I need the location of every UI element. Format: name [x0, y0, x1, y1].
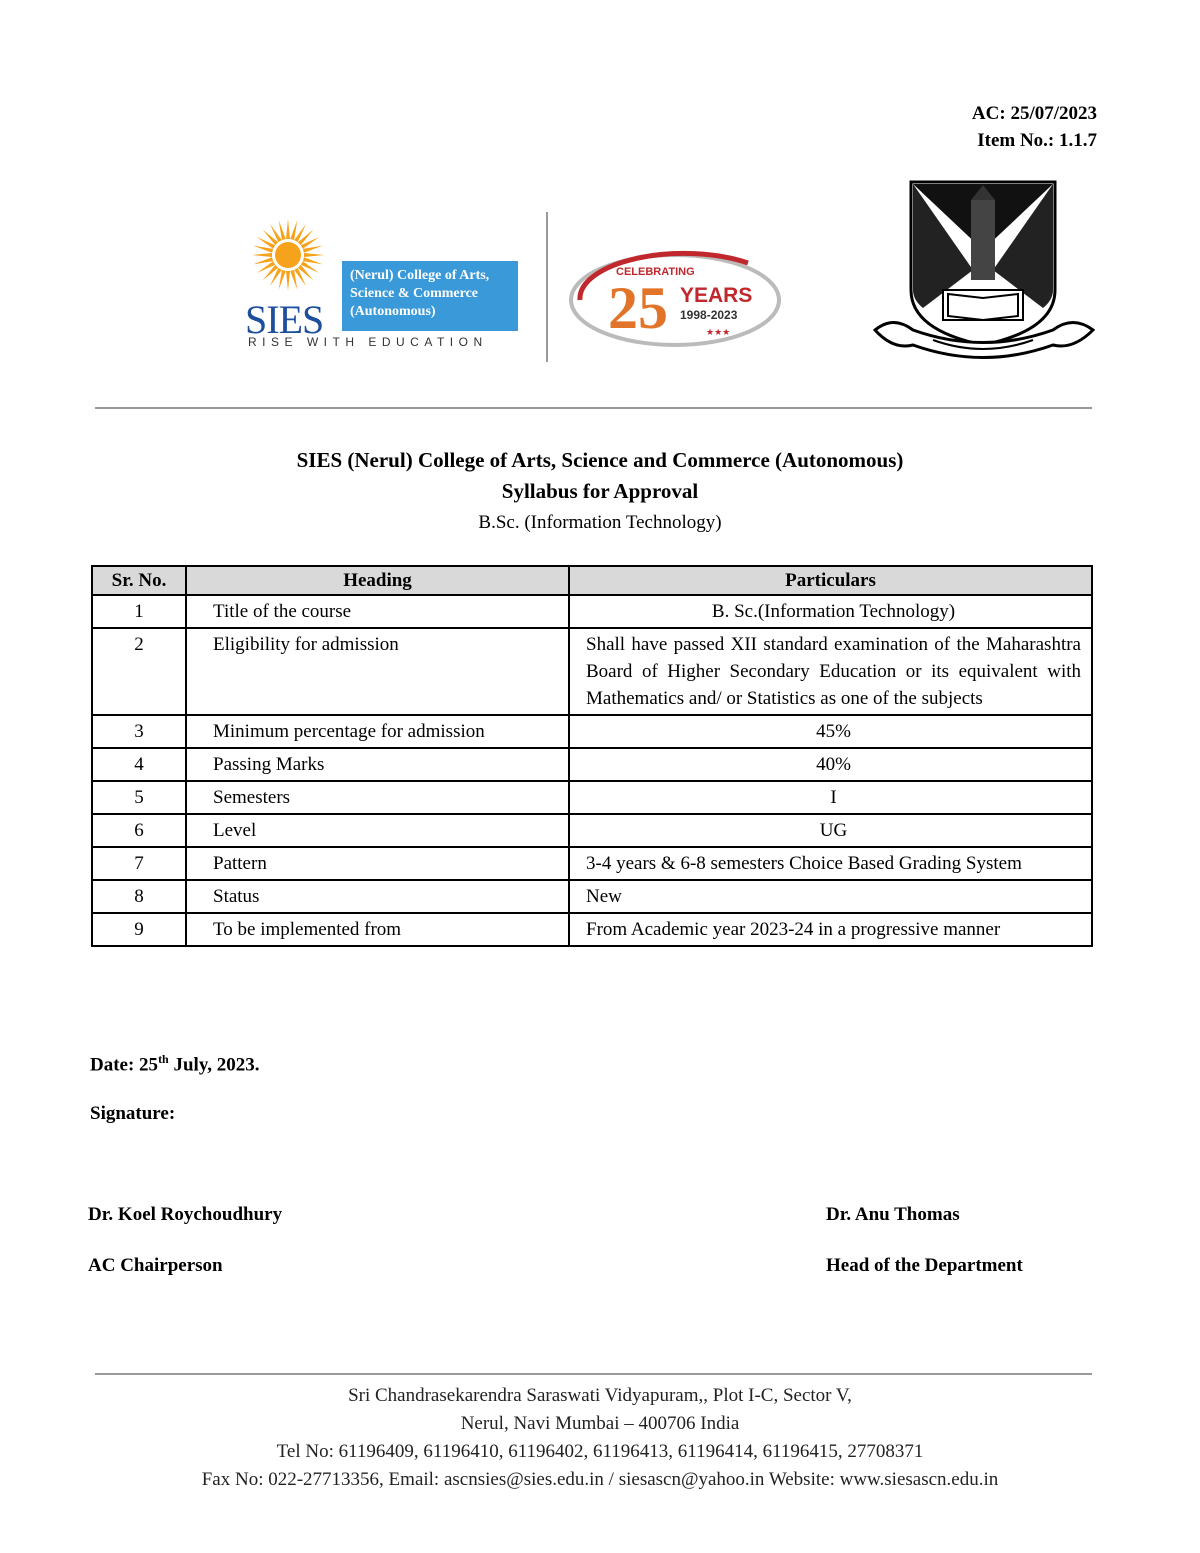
table-row — [92, 628, 1092, 715]
anniversary-logo — [568, 245, 783, 355]
date-ordinal: th — [158, 1052, 169, 1066]
university-emblem — [873, 180, 1095, 372]
row-particulars: B. Sc.(Information Technology) — [569, 595, 1092, 628]
row-number: 6 — [92, 814, 186, 847]
table-row — [92, 913, 1092, 946]
sies-wordmark: SIES — [245, 297, 324, 342]
college-title: SIES (Nerul) College of Arts, Science and Commerce (Autonomous) — [296, 448, 904, 472]
footer-address — [0, 1382, 1200, 1494]
row-particulars: New — [569, 880, 1092, 913]
table-row — [92, 781, 1092, 814]
anniversary-number: 25 — [608, 275, 668, 341]
signature-label: Signature: — [90, 1103, 176, 1124]
row-heading: Eligibility for admission — [186, 628, 569, 715]
chairperson-name: Dr. Koel Roychoudhury — [88, 1204, 283, 1225]
syllabus-table — [91, 565, 1093, 947]
approval-date — [90, 1052, 260, 1076]
table-row — [92, 595, 1092, 628]
date-suffix: July, 2023. — [168, 1054, 260, 1076]
row-number: 7 — [92, 847, 186, 880]
row-heading: Title of the course — [186, 595, 569, 628]
anniversary-celebrating: CELEBRATING — [616, 266, 695, 278]
table-row — [92, 847, 1092, 880]
sies-college-box — [342, 261, 518, 331]
table-row — [92, 748, 1092, 781]
row-heading: Semesters — [186, 781, 569, 814]
table-row — [92, 814, 1092, 847]
table-row — [92, 880, 1092, 913]
sies-logo — [243, 218, 521, 358]
document-titles — [0, 445, 1200, 538]
footer-line: Tel No: 61196409, 61196410, 61196402, 61196413, 61196414, 61196415, 27708371 — [276, 1441, 924, 1462]
row-particulars: Shall have passed XII standard examination of the Maharashtra Board of Higher Secondary Education or its equivalent with Mathematics and/ or Statistics as one of the subjects — [569, 628, 1092, 715]
row-particulars: 3-4 years & 6-8 semesters Choice Based Grading System — [569, 847, 1092, 880]
anniversary-range: 1998-2023 — [680, 308, 738, 322]
document-subtitle: Syllabus for Approval — [501, 479, 699, 503]
item-number: Item No.: 1.1.7 — [977, 130, 1097, 151]
ac-date: AC: 25/07/2023 — [971, 103, 1097, 124]
row-particulars: UG — [569, 814, 1092, 847]
row-number: 8 — [92, 880, 186, 913]
row-heading: Level — [186, 814, 569, 847]
row-particulars: 40% — [569, 748, 1092, 781]
hod-role: Head of the Department — [826, 1255, 1023, 1276]
row-heading: To be implemented from — [186, 913, 569, 946]
date-prefix: Date: 25 — [90, 1054, 159, 1076]
row-heading: Pattern — [186, 847, 569, 880]
row-particulars: I — [569, 781, 1092, 814]
document-reference — [972, 100, 1097, 154]
footer-rule — [95, 1373, 1092, 1375]
row-particulars: From Academic year 2023-24 in a progressive manner — [569, 913, 1092, 946]
row-number: 9 — [92, 913, 186, 946]
sies-tagline: RISE WITH EDUCATION — [248, 335, 488, 349]
anniversary-stars: ★★★ — [706, 328, 731, 338]
hod-name: Dr. Anu Thomas — [826, 1204, 960, 1225]
sunburst-icon — [251, 218, 325, 292]
sies-box-line: (Nerul) College of Arts, — [350, 268, 490, 283]
row-number: 5 — [92, 781, 186, 814]
row-number: 3 — [92, 715, 186, 748]
column-header-heading: Heading — [186, 566, 569, 595]
row-heading: Minimum percentage for admission — [186, 715, 569, 748]
row-number: 2 — [92, 628, 186, 715]
row-heading: Status — [186, 880, 569, 913]
row-number: 1 — [92, 595, 186, 628]
column-header-particulars: Particulars — [569, 566, 1092, 595]
row-heading: Passing Marks — [186, 748, 569, 781]
footer-line: Fax No: 022-27713356, Email: ascnsies@sies.edu.in / siesascn@yahoo.in Website: www.siesascn.edu.in — [201, 1469, 999, 1490]
table-row — [92, 715, 1092, 748]
sies-box-line: (Autonomous) — [350, 304, 436, 319]
logo-divider — [546, 212, 548, 362]
programme-name: B.Sc. (Information Technology) — [478, 512, 722, 533]
row-particulars: 45% — [569, 715, 1092, 748]
column-header-sr-no: Sr. No. — [92, 566, 186, 595]
chairperson-role: AC Chairperson — [88, 1255, 223, 1276]
table-header-row — [92, 566, 1092, 595]
footer-line: Sri Chandrasekarendra Saraswati Vidyapuram,, Plot I-C, Sector V, — [348, 1385, 852, 1406]
sies-box-line: Science & Commerce — [350, 286, 479, 301]
row-number: 4 — [92, 748, 186, 781]
anniversary-years: YEARS — [680, 284, 753, 307]
footer-line: Nerul, Navi Mumbai – 400706 India — [460, 1413, 740, 1434]
header-rule — [95, 407, 1092, 409]
